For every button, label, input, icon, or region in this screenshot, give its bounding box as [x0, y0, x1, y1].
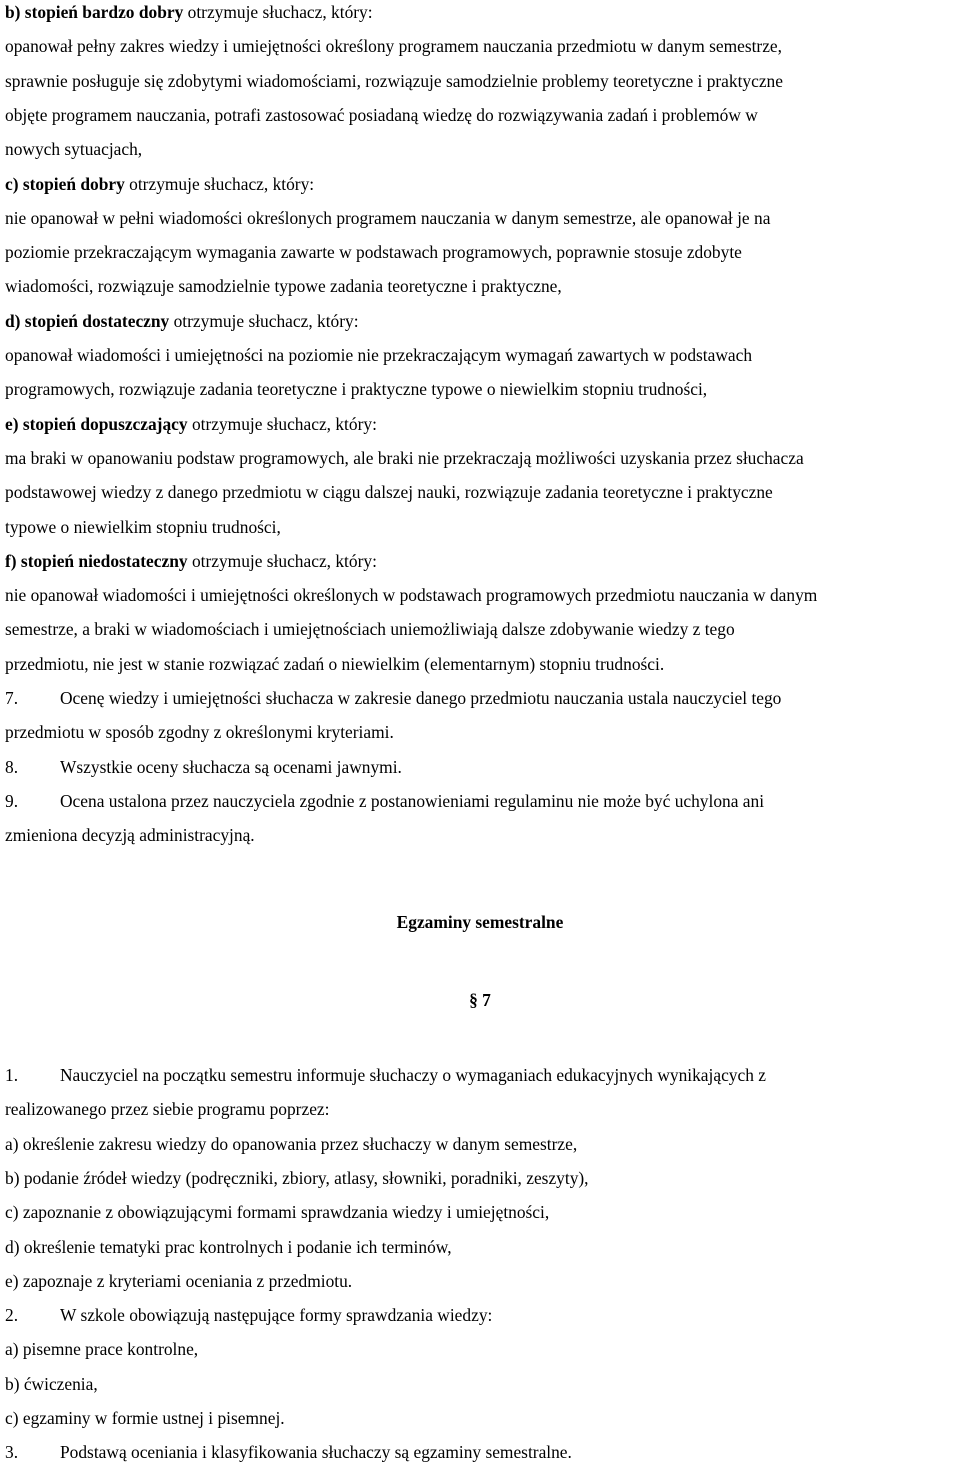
line-text: c) zapoznanie z obowiązującymi formami sprawdzania wiedzy i umiejętności, [5, 1202, 550, 1223]
text-line [5, 2, 373, 22]
text-line [5, 276, 562, 296]
text-line [5, 1099, 329, 1119]
line-text: d) określenie tematyki prac kontrolnych i podanie ich terminów, [5, 1236, 452, 1257]
line-text: Ocena ustalona przez nauczyciela zgodnie z postanowieniami regulaminu nie może być uchylona ani [60, 790, 765, 811]
line-text: otrzymuje słuchacz, który: [187, 413, 377, 434]
text-line [5, 242, 742, 262]
line-text: przedmiotu, nie jest w stanie rozwiązać zadań o niewielkim (elementarnym) stopniu trudności. [5, 653, 665, 674]
line-text: a) pisemne prace kontrolne, [5, 1339, 199, 1360]
line-text: Nauczyciel na początku semestru informuje słuchaczy o wymaganiach edukacyjnych wynikających z [60, 1065, 766, 1085]
line-text: otrzymuje słuchacz, który: [124, 173, 315, 194]
text-line [5, 1271, 352, 1291]
line-text: a) określenie zakresu wiedzy do opanowania przez słuchaczy w danym semestrze, [5, 1133, 578, 1154]
line-text: podstawowej wiedzy z danego przedmiotu w ciągu dalszej nauki, rozwiązuje zadania teoretyczne i praktyczne [5, 482, 773, 503]
line-text: wiadomości, rozwiązuje samodzielnie typowe zadania teoretyczne i praktyczne, [5, 276, 562, 297]
text-line [5, 482, 773, 502]
line-text: nowych sytuacjach, [5, 139, 143, 160]
line-text: otrzymuje słuchacz, który: [187, 550, 377, 571]
text-line [5, 585, 817, 605]
line-text: b) podanie źródeł wiedzy (podręczniki, zbiory, atlasy, słowniki, poradniki, zeszyty), [5, 1167, 589, 1188]
line-text: zmieniona decyzją administracyjną. [5, 825, 255, 846]
line-text: b) ćwiczenia, [5, 1373, 98, 1394]
line-text: semestrze, a braki w wiadomościach i umiejętnościach uniemożliwiają dalsze zdobywanie wiedzy z tego [5, 619, 735, 640]
line-text: e) zapoznaje z kryteriami oceniania z przedmiotu. [5, 1270, 353, 1291]
item-number: 1. [5, 1065, 19, 1085]
line-text: nie opanował w pełni wiadomości określonych programem nauczania w danym semestrze, ale opanował je na [5, 207, 771, 228]
text-line [5, 654, 664, 674]
text-line [5, 1065, 766, 1085]
line-text: otrzymuje słuchacz, który: [183, 2, 373, 22]
item-number: 3. [5, 1442, 19, 1463]
text-line [5, 825, 255, 845]
text-line [5, 722, 394, 742]
text-line [5, 71, 783, 91]
text-line [5, 379, 707, 399]
line-text: sprawnie posługuje się zdobytymi wiadomościami, rozwiązuje samodzielnie problemy teoretyczne i praktyczne [5, 70, 783, 91]
text-line [5, 36, 782, 56]
text-line [5, 791, 764, 811]
text-line [5, 448, 804, 468]
section-title: Egzaminy semestralne [396, 912, 564, 932]
text-line [5, 1408, 285, 1428]
text-line [5, 1134, 577, 1154]
line-text: nie opanował wiadomości i umiejętności określonych w podstawach programowych przedmiotu nauczania w danym [5, 585, 818, 606]
grade-heading: f) stopień niedostateczny [5, 550, 188, 571]
text-line [5, 1237, 452, 1257]
text-line [5, 1339, 198, 1359]
text-line [5, 757, 402, 777]
text-line [5, 1202, 549, 1222]
text-line [5, 1305, 492, 1325]
grade-heading: b) stopień bardzo dobry [5, 2, 184, 22]
text-line [5, 1374, 98, 1394]
line-text: programowych, rozwiązuje zadania teoretyczne i praktyczne typowe o niewielkim stopniu trudności, [5, 379, 708, 400]
line-text: otrzymuje słuchacz, który: [169, 310, 359, 331]
grade-heading: e) stopień dopuszczający [5, 413, 188, 434]
item-number: 7. [5, 688, 19, 708]
grade-heading: d) stopień dostateczny [5, 310, 170, 331]
line-text: opanował pełny zakres wiedzy i umiejętności określony programem nauczania przedmiotu w danym semestrze, [5, 36, 782, 57]
text-line [5, 208, 770, 228]
item-number: 9. [5, 790, 19, 811]
line-text: objęte programem nauczania, potrafi zastosować posiadaną wiedzę do rozwiązywania zadań i problemów w [5, 104, 758, 125]
text-line [5, 619, 735, 639]
text-line [5, 345, 752, 365]
line-text: Wszystkie oceny słuchacza są ocenami jawnymi. [60, 756, 402, 777]
line-text: przedmiotu w sposób zgodny z określonymi kryteriami. [5, 722, 394, 743]
grade-heading: c) stopień dobry [5, 173, 125, 194]
text-line [5, 105, 758, 125]
line-text: realizowanego przez siebie programu poprzez: [5, 1099, 330, 1120]
text-line [5, 517, 281, 537]
item-number: 8. [5, 756, 19, 777]
line-text: W szkole obowiązują następujące formy sprawdzania wiedzy: [60, 1305, 493, 1326]
line-text: poziomie przekraczającym wymagania zawarte w podstawach programowych, poprawnie stosuje zdobyte [5, 242, 742, 263]
item-number: 2. [5, 1305, 19, 1326]
line-text: c) egzaminy w formie ustnej i pisemnej. [5, 1408, 285, 1428]
line-text: opanował wiadomości i umiejętności na poziomie nie przekraczającym wymagań zawartych w podstawach [5, 345, 753, 365]
line-text: Podstawą oceniania i klasyfikowania słuchaczy są egzaminy semestralne. [60, 1442, 572, 1463]
text-line [5, 139, 142, 159]
line-text: typowe o niewielkim stopniu trudności, [5, 516, 281, 537]
text-line [5, 551, 377, 571]
text-line [5, 174, 314, 194]
text-line [5, 311, 359, 331]
line-text: Ocenę wiedzy i umiejętności słuchacza w zakresie danego przedmiotu nauczania ustala nauczyciel tego [60, 688, 782, 708]
paragraph-number: § 7 [469, 990, 491, 1010]
text-line [5, 1442, 572, 1462]
text-line [5, 1168, 589, 1188]
text-line [5, 414, 377, 434]
line-text: ma braki w opanowaniu podstaw programowych, ale braki nie przekraczają możliwości uzyskania przez słuchacza [5, 447, 804, 468]
text-line [5, 688, 781, 708]
